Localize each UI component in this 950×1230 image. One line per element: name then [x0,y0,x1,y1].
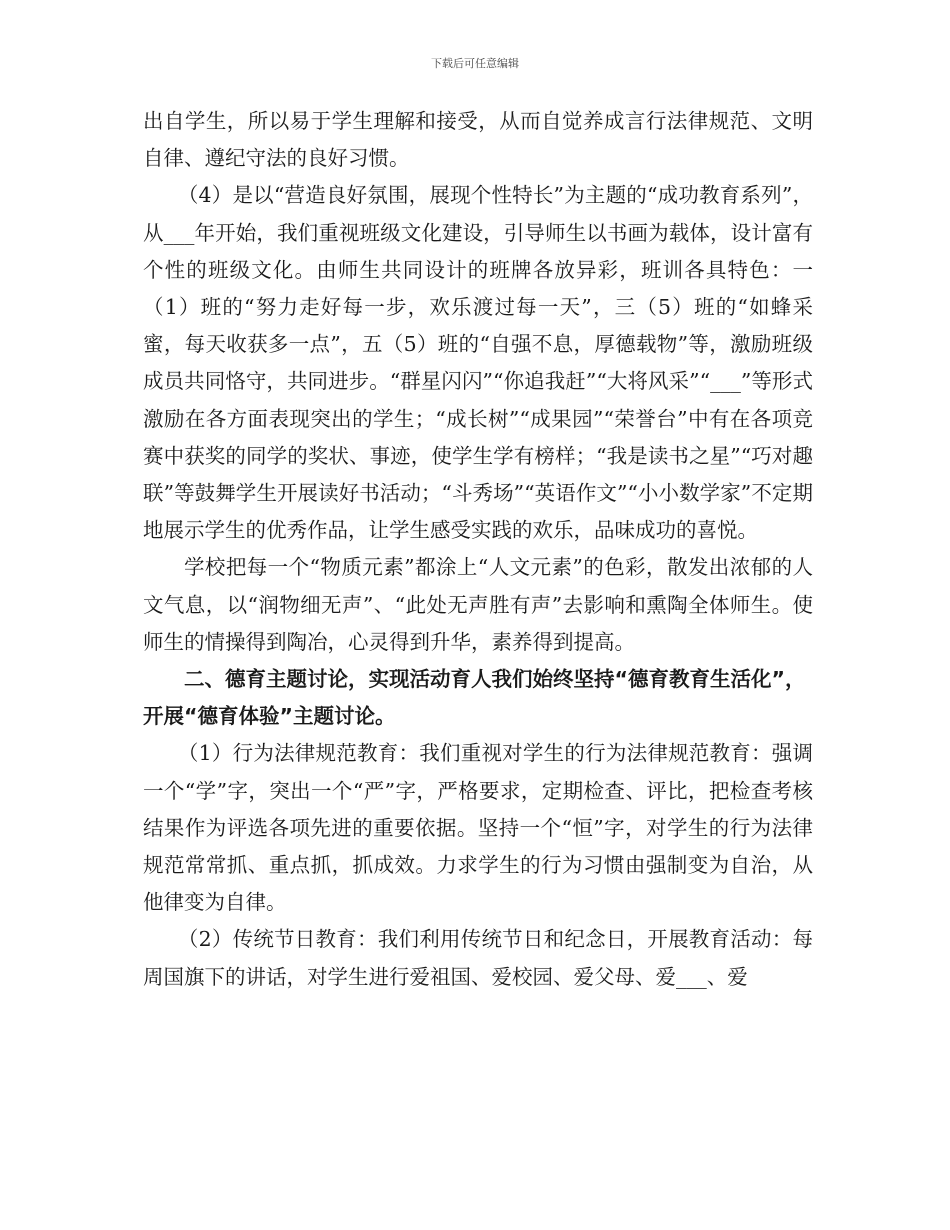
page-header: 下载后可任意编辑 [431,57,519,70]
paragraph-behavior-norms: （1）行为法律规范教育：我们重视对学生的行为法律规范教育：强调一个“学”字，突出一个“严”字，严格要求，定期检查、评比，把检查考核结果作为评选各项先进的重要依据。坚持一个“恒”字，对学生的行为法律规范常常抓、重点抓，抓成效。力求学生的行为习惯由强制变为自治，从他律变为自律。 [143,741,813,915]
paragraph-humanistic-atmosphere: 学校把每一个“物质元素”都涂上“人文元素”的色彩，散发出浓郁的人文气息，以“润物细无声”、“此处无声胜有声”去影响和熏陶全体师生。使师生的情操得到陶冶，心灵得到升华，素养得到提高。 [143,555,813,654]
paragraph-traditional-festivals: （2）传统节日教育：我们利用传统节日和纪念日，开展教育活动：每周国旗下的讲话，对学生进行爱祖国、爱校园、爱父母、爱___、爱 [143,927,813,989]
document-body [143,103,813,996]
paragraph-continuation: 出自学生，所以易于学生理解和接受，从而自觉养成言行法律规范、文明自律、遵纪守法的良好习惯。 [143,109,813,171]
section-heading-moral-education: 二、德育主题讨论，实现活动育人我们始终坚持“德育教育生活化”，开展“德育体验”主题讨论。 [143,667,806,729]
paragraph-success-education: （4）是以“营造良好氛围，展现个性特长”为主题的“成功教育系列”，从___年开始，我们重视班级文化建设，引导师生以书画为载体，设计富有个性的班级文化。由师生共同设计的班牌各放异彩，班训各具特色：一（1）班的“努力走好每一步，欢乐渡过每一天”，三（5）班的“如蜂采蜜，每天收获多一点”，五（5）班的“自强不息，厚德载物”等，激励班级成员共同恪守，共同进步。“群星闪闪”“你追我赶”“大将风采”“___”等形式激励在各方面表现突出的学生；“成长树”“成果园”“荣誉台”中有在各项竞赛中获奖的同学的奖状、事迹，使学生学有榜样；“我是读书之星”“巧对趣联”等鼓舞学生开展读好书活动；“斗秀场”“英语作文”“小小数学家”不定期地展示学生的优秀作品，让学生感受实践的欢乐，品味成功的喜悦。 [143,183,813,543]
